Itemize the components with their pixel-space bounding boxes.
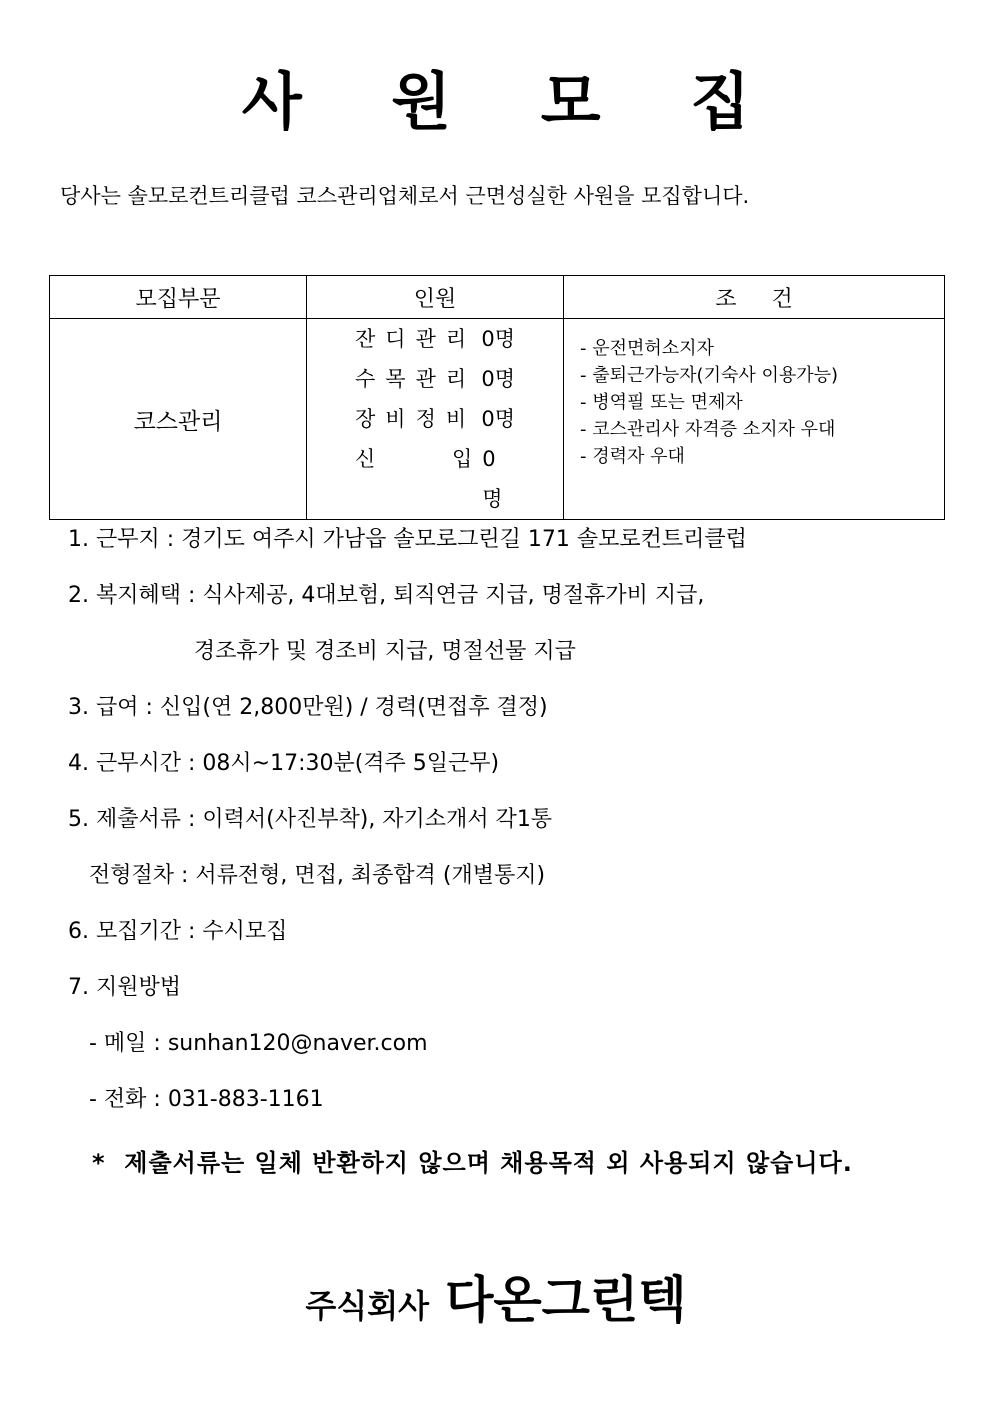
header-department: 모집부문 bbox=[50, 276, 307, 319]
count-role: 신 입 bbox=[355, 447, 483, 471]
header-headcount: 인원 bbox=[307, 276, 564, 319]
headcount-cell bbox=[307, 319, 564, 520]
count-row bbox=[355, 319, 515, 359]
company-prefix: 주식회사 bbox=[305, 1287, 430, 1325]
condition-item: - 출퇴근가능자(기숙사 이용가능) bbox=[580, 365, 839, 386]
table-row bbox=[50, 319, 945, 520]
condition-item: - 운전면허소지자 bbox=[580, 338, 714, 359]
info-benefits: 2. 복지혜택 : 식사제공, 4대보험, 퇴직연금 지급, 명절휴가비 지급, bbox=[68, 583, 705, 608]
company-signature bbox=[0, 1260, 992, 1332]
count-row bbox=[355, 439, 515, 519]
info-email: - 메일 : sunhan120@naver.com bbox=[68, 1031, 428, 1056]
count-value: 0명 bbox=[481, 407, 515, 431]
info-workplace: 1. 근무지 : 경기도 여주시 가남읍 솔모로그린길 171 솔모로컨트리클럽 bbox=[68, 527, 747, 552]
intro-text: 당사는 솔모로컨트리클럽 코스관리업체로서 근면성실한 사원을 모집합니다. bbox=[60, 184, 750, 208]
count-value: 0명 bbox=[482, 447, 503, 511]
condition-item: - 병역필 또는 면제자 bbox=[580, 392, 743, 413]
page-title: 사 원 모 집 bbox=[241, 65, 785, 138]
info-salary: 3. 급여 : 신입(연 2,800만원) / 경력(면접후 결정) bbox=[68, 695, 548, 720]
info-benefits-cont: 경조휴가 및 경조비 지급, 명절선물 지급 bbox=[68, 639, 576, 664]
table-header-row bbox=[50, 276, 945, 319]
count-role: 잔디관리 bbox=[355, 327, 477, 351]
count-row bbox=[355, 399, 515, 439]
count-row bbox=[355, 359, 515, 399]
info-process: 전형절차 : 서류전형, 면접, 최종합격 (개별통지) bbox=[68, 863, 546, 888]
department-cell: 코스관리 bbox=[50, 319, 307, 520]
info-list bbox=[68, 520, 747, 1136]
info-hours: 4. 근무시간 : 08시~17:30분(격주 5일근무) bbox=[68, 751, 500, 776]
count-role: 장비정비 bbox=[355, 407, 477, 431]
info-documents: 5. 제출서류 : 이력서(사진부착), 자기소개서 각1통 bbox=[68, 807, 553, 832]
company-name: 다온그린텍 bbox=[445, 1271, 687, 1329]
info-apply: 7. 지원방법 bbox=[68, 975, 181, 1000]
count-value: 0명 bbox=[481, 327, 515, 351]
condition-item: - 코스관리사 자격증 소지자 우대 bbox=[580, 419, 836, 440]
condition-item: - 경력자 우대 bbox=[580, 446, 685, 467]
count-value: 0명 bbox=[481, 367, 515, 391]
info-period: 6. 모집기간 : 수시모집 bbox=[68, 919, 288, 944]
recruit-table bbox=[49, 275, 945, 520]
info-phone: - 전화 : 031-883-1161 bbox=[68, 1087, 324, 1112]
header-conditions: 조 건 bbox=[564, 276, 945, 319]
conditions-cell bbox=[564, 319, 945, 520]
notice-text: * 제출서류는 일체 반환하지 않으며 채용목적 외 사용되지 않습니다. bbox=[92, 1149, 853, 1177]
count-role: 수목관리 bbox=[355, 367, 477, 391]
